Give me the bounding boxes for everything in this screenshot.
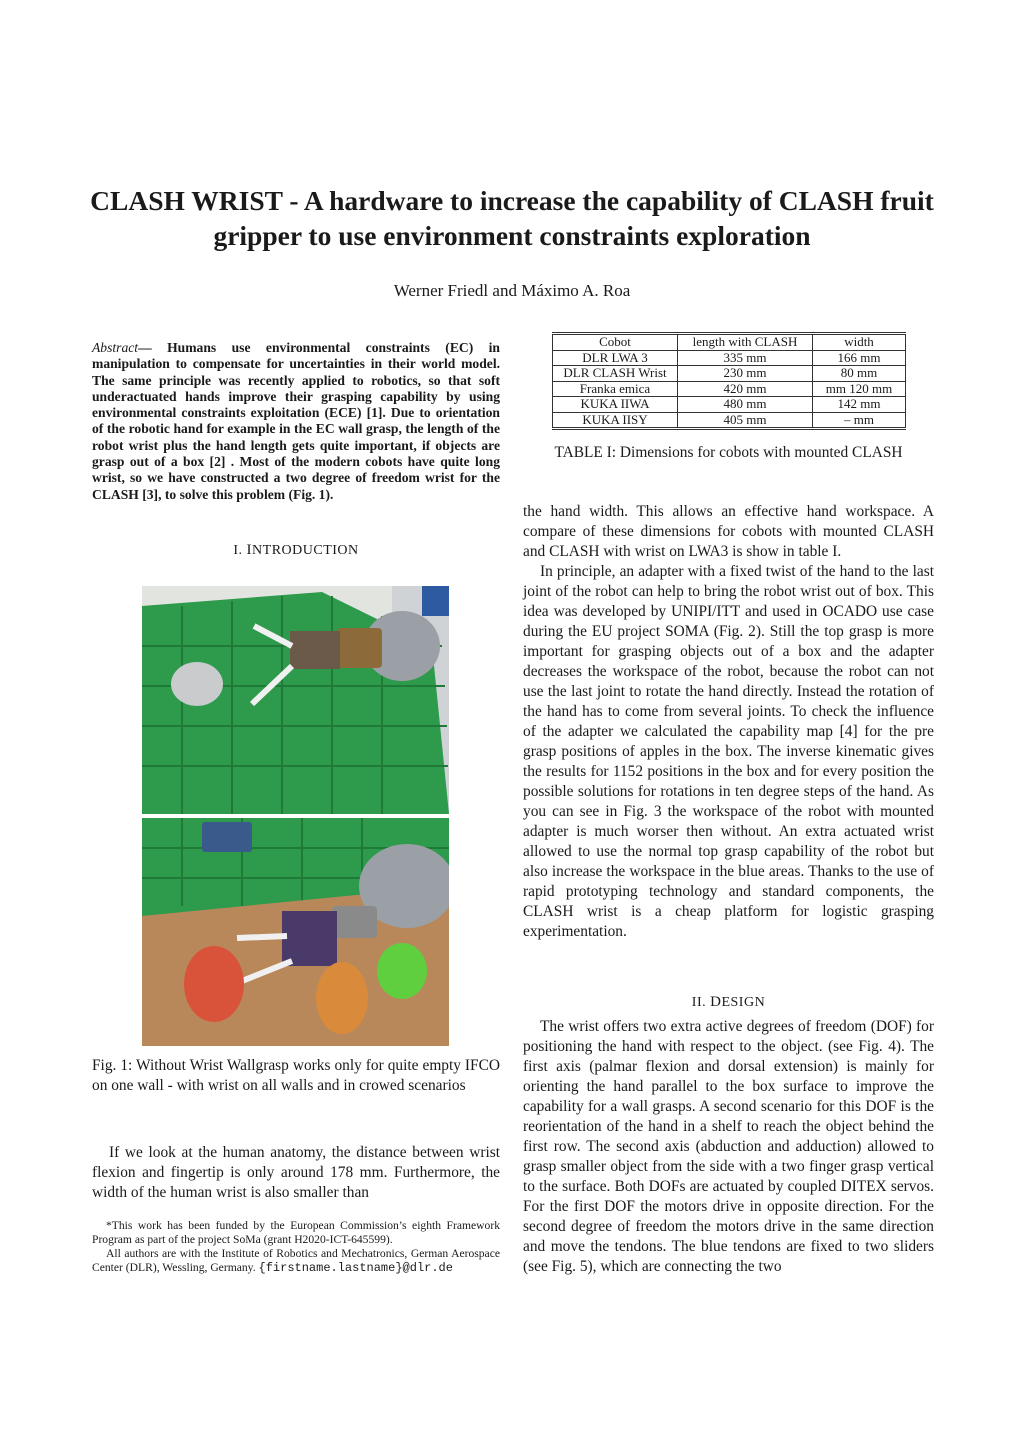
abstract-text: — Humans use environmental constraints (EC) in manipulation to compensate for uncertainties in their world model. The same principle was recently applied to robotics, so that soft underactuated hands improve their grasping capability by using environmental constraints exploitation (ECE) [1]. Due to orientation of the robotic hand for example in the EC wall grasp, the length of the robot wrist plus the hand length gets quite important, if objects are grasp out of a box [2] . Most of the modern cobots have quite long wrist, so we have constructed a two degree of freedom wrist for the CLASH [3], to solve this problem (Fig. 1). — [92, 340, 500, 502]
intro-text: If we look at the human anatomy, the distance between wrist flexion and fingertip is only around 178 mm. Furthermore, the width of the human wrist is also smaller than — [92, 1144, 500, 1201]
section-heading-design: II. DESIGN — [691, 994, 766, 1010]
paper-title: CLASH WRIST - A hardware to increase the capability of CLASH fruit gripper to use environment constraints exploration — [90, 185, 934, 251]
table-header-row — [553, 334, 906, 351]
table-row: DLR CLASH Wrist 230 mm 80 mm — [553, 366, 906, 382]
paragraph-hand-width: the hand width. This allows an effective hand workspace. A compare of these dimensions for cobots with mounted CLASH and CLASH with wrist on LWA3 is show in table I. — [523, 503, 934, 560]
right-column-text — [523, 502, 934, 942]
author-line: Werner Friedl and Máximo A. Roa — [393, 281, 631, 300]
paragraph-design: The wrist offers two extra active degrees of freedom (DOF) for positioning the hand with respect to the object. (see Fig. 4). The first axis (palmar flexion and dorsal extension) is mainly for orienting the hand parallel to the box surface to improve the capability for a wall grasps. A second scenario for this DOF is the reorientation of the hand in a shelf to reach the object behind the first row. The second axis (abduction and adduction) allowed to grasp smaller object from the side with a two finger grasp vertical to the surface. Both DOFs are actuated by coupled DITEX servos. For the first DOF the motors drive in opposite direction. For the second degree of freedom the motors drive in the same direction and move the tendons. The blue tendons are fixed to two sliders (see Fig. 5), which are connecting the two — [523, 1018, 934, 1275]
table-row: Franka emica 420 mm mm 120 mm — [553, 381, 906, 397]
footnote-funding: *This work has been funded by the European Commission’s eighth Framework Program as part of the project SoMa (grant H2020-ICT-645599). — [92, 1219, 500, 1246]
abstract — [92, 340, 500, 503]
figure-1-caption: Fig. 1: Without Wrist Wallgrasp works only for quite empty IFCO on one wall - with wrist on all walls and in crowed scenarios — [92, 1057, 500, 1094]
table-header-cell: length with CLASH — [678, 334, 813, 351]
table-1-caption: TABLE I: Dimensions for cobots with mounted CLASH — [554, 444, 903, 461]
table-row: DLR LWA 3 335 mm 166 mm — [553, 350, 906, 366]
abstract-label: Abstract — [92, 340, 139, 355]
footnote-email: {firstname.lastname}@dlr.de — [258, 1261, 453, 1275]
figure-1-photo — [142, 586, 449, 1046]
footnote — [92, 1219, 500, 1275]
gripper-photo-illustration — [142, 586, 449, 1046]
design-text — [523, 1017, 934, 1277]
intro-paragraph — [92, 1143, 500, 1203]
section-heading-introduction: I. INTRODUCTION — [233, 542, 359, 558]
paragraph-adapter: In principle, an adapter with a fixed twist of the hand to the last joint of the robot can help to bring the robot wrist out of box. This idea was developed by UNIPI/ITT and used in OCADO use case during the EU project SOMA (Fig. 2). Still the top grasp is more important for grasping objects out of a box and the adapter decreases the workspace of the robot, because the robot can not use the last joint to rotate the hand directly. Instead the rotation of the hand has to come from several joints. To check the influence of the adapter we calculated the capability map [4] for the pre grasp positions of apples in the box. The inverse kinematic gives the results for 1152 positions in the box and for every position the possible solutions for rotations in ten degree steps of the hand. As you can see in Fig. 3 the workspace of the robot with mounted adapter is much worser then without. An extra actuated wrist allowed to use the normal top grasp capability of the robot but also increase the workspace in the blue areas. Thanks to the use of rapid prototyping technology and standard components, the CLASH wrist is a cheap platform for logistic grasping experimentation. — [523, 563, 934, 940]
table-row: KUKA IISY 405 mm – mm — [553, 412, 906, 429]
table-header-cell: width — [813, 334, 906, 351]
table-row: KUKA IIWA 480 mm 142 mm — [553, 397, 906, 413]
table-header-cell: Cobot — [553, 334, 678, 351]
footnote-affiliation: All authors are with the Institute of Robotics and Mechatronics, German Aerospace Center (DLR), Wessling, Germany. {firstname.lastname}@dlr.de — [92, 1247, 500, 1275]
table-1 — [552, 332, 906, 430]
